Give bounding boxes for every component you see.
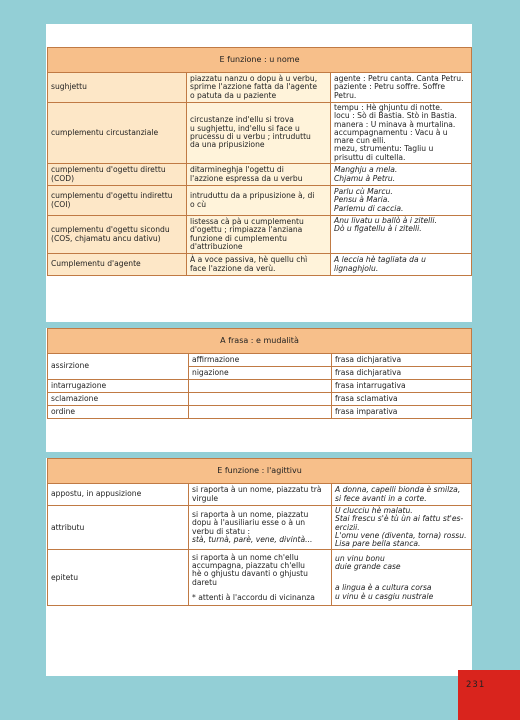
row-label: ordine [48, 406, 189, 419]
row-label: cumplementu circustanziale [48, 103, 187, 164]
row-subtype [189, 380, 332, 393]
row-definition: listessa cà pà u cumplementu d'ogettu ; rimpiazza l'anziana funzione di cumplementu d'attribuzione [187, 216, 331, 254]
row-label: assirzione [48, 354, 189, 380]
row-example: frasa imparativa [332, 406, 472, 419]
row-definition: piazzatu nanzu o dopu à u verbu, sprime l'azzione fatta da l'agente o patuta da u paziente [187, 73, 331, 103]
row-label: sughjettu [48, 73, 187, 103]
row-example: frasa intarrugativa [332, 380, 472, 393]
row-definition: ditarmineghja l'ogettu di l'azzione espressa da u verbu [187, 164, 331, 186]
row-definition: circustanze ind'ellu si trova u sughjettu, ind'ellu si face u prucessu di u verbu ; intruduttu da una pripusizione [187, 103, 331, 164]
agittivu-functions-table [47, 458, 472, 606]
row-label: cumplementu d'ogettu direttu (COD) [48, 164, 187, 186]
row-definition: si raporta à un nome, piazzatu dopu à l'ausiliariu esse o à un verbu di statu : stà, turnà, parè, vene, divintà... [189, 506, 332, 550]
row-label: cumplementu d'ogettu indirettu (COI) [48, 186, 187, 216]
row-subtype [189, 406, 332, 419]
table-title: A frasa : e mudalità [48, 329, 472, 354]
row-subtype: nigazione [189, 367, 332, 380]
page-number: 231 [466, 680, 486, 690]
row-example: Manghju a mela. Chjamu à Petru. [331, 164, 472, 186]
row-example: un vinu bonu duie grande case a lingua è a cultura corsa u vinu è u casgiu nustrale [332, 550, 472, 606]
row-subtype [189, 393, 332, 406]
table-title: E funzione : l'agittivu [48, 459, 472, 484]
row-example: Anu livatu u ballò à i zitelli. Dò u figatellu à i zitelli. [331, 216, 472, 254]
row-definition: intruduttu da a pripusizione à, di o cù [187, 186, 331, 216]
row-subtype: affirmazione [189, 354, 332, 367]
table-title: E funzione : u nome [48, 48, 472, 73]
row-example: agente : Petru canta. Canta Petru. paziente : Petru soffre. Soffre Petru. [331, 73, 472, 103]
row-example: frasa sclamativa [332, 393, 472, 406]
row-definition: si raporta à un nome, piazzatu trà virgule [189, 484, 332, 506]
row-label: intarrugazione [48, 380, 189, 393]
row-example: frasa dichjarativa [332, 367, 472, 380]
row-example: Parlu cù Marcu. Pensu à Maria. Parlemu di caccia. [331, 186, 472, 216]
row-definition: si raporta à un nome ch'ellu accumpagna, piazzatu ch'ellu hè o ghjustu davanti o ghjustu daretu * attenti à l'accordu di vicinanza [189, 550, 332, 606]
row-label: attributu [48, 506, 189, 550]
row-label: Cumplementu d'agente [48, 254, 187, 276]
row-definition: À a voce passiva, hè quellu chì face l'azzione da verù. [187, 254, 331, 276]
row-example: tempu : Hè ghjuntu di notte. locu : Sò di Bastia. Stò in Bastia. manera : U minava à murtalina. accumpagnamentu : Vacu à u mare cun elli. mezu, strumentu: Tagliu u prisuttu di cultella. [331, 103, 472, 164]
row-label: cumplementu d'ogettu sicondu (COS, chjamatu ancu dativu) [48, 216, 187, 254]
row-example: A leccia hè tagliata da u lignaghjolu. [331, 254, 472, 276]
nome-functions-table [47, 47, 472, 276]
row-example: U clucciu hè malatu. Stai frescu s'è tù ùn ai fattu st'es- ercizii. L'omu vene (diventa, torna) rossu. Lisa pare bella stanca. [332, 506, 472, 550]
page-number-tab [458, 670, 520, 720]
row-example: A donna, capelli bionda è smilza, si fece avanti in a corte. [332, 484, 472, 506]
row-label: sclamazione [48, 393, 189, 406]
row-example: frasa dichjarativa [332, 354, 472, 367]
row-label: epitetu [48, 550, 189, 606]
frasa-modality-table [47, 328, 472, 419]
row-label: appostu, in appusizione [48, 484, 189, 506]
